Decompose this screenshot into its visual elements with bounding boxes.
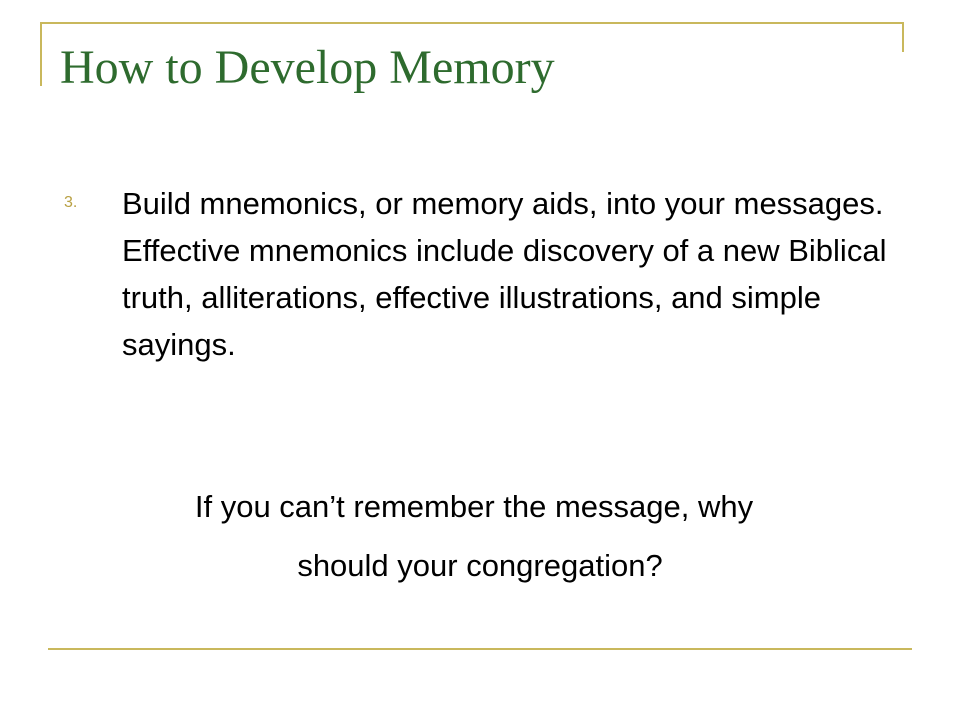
list-item-number: 3. [64, 194, 78, 211]
closing-line-1: If you can’t remember the message, why [194, 489, 754, 524]
list-item-text: Build mnemonics, or memory aids, into your messages. Effective mnemonics include discovery of a new Biblical truth, alliterations, effective illustrations, and simple sayings. [122, 186, 887, 362]
closing-line-2: should your congregation? [297, 548, 663, 583]
slide-title: How to Develop Memory [60, 41, 555, 94]
top-divider [42, 22, 904, 24]
left-divider [40, 22, 42, 86]
right-divider [902, 22, 904, 52]
bottom-divider [48, 648, 912, 650]
